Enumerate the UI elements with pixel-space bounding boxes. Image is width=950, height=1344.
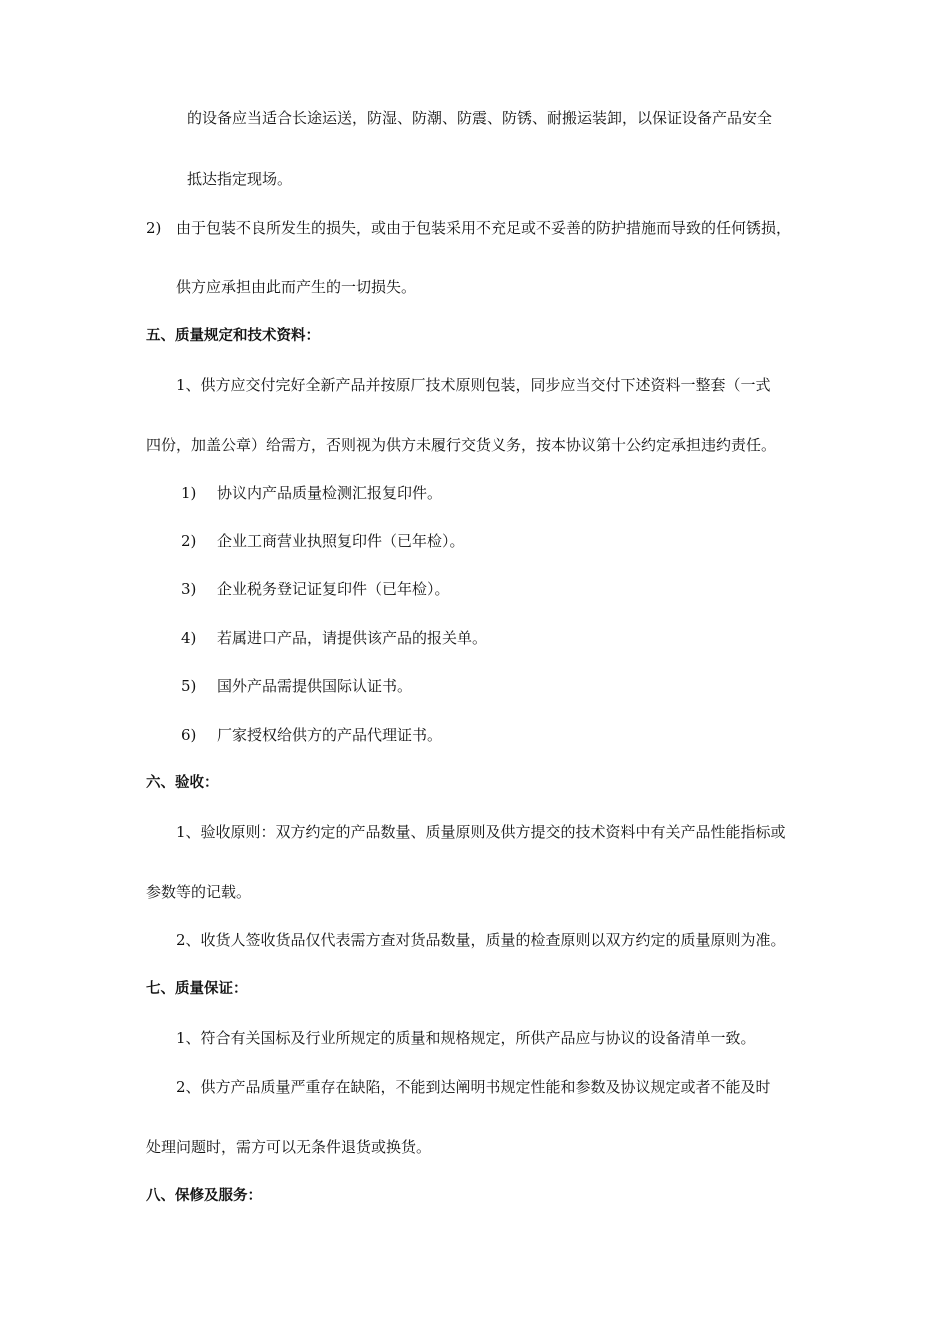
section-5-para-1: 1、供方应交付完好全新产品并按原厂技术原则包装，同步应当交付下述资料一整套（一式	[176, 376, 771, 394]
section-6-heading: 六、验收：	[146, 775, 219, 791]
section-7-heading: 七、质量保证：	[146, 981, 248, 997]
section-5-para-1-cont: 四份，加盖公章）给需方，否则视为供方未履行交货义务，按本协议第十公约定承担违约责任。	[146, 436, 777, 454]
section-6-para-1-cont: 参数等的记载。	[146, 883, 252, 901]
section-7-para-2: 2、供方产品质量严重存在缺陷，不能到达阐明书规定性能和参数及协议规定或者不能及时	[176, 1078, 771, 1096]
section-7-para-2-cont: 处理问题时，需方可以无条件退货或换货。	[146, 1138, 432, 1156]
list-item: 2) 企业工商营业执照复印件（已年检）。	[181, 532, 465, 550]
item-text: 由于包装不良所发生的损失，或由于包装采用不充足或不妥善的防护措施而导致的任何锈损，	[176, 219, 792, 237]
section-8-heading: 八、保修及服务：	[146, 1188, 262, 1204]
packaging-line-1: 的设备应当适合长途运送，防湿、防潮、防震、防锈、耐搬运装卸，以保证设备产品安全	[187, 109, 773, 127]
list-item: 4) 若属进口产品，请提供该产品的报关单。	[181, 629, 488, 647]
section-5-heading: 五、质量规定和技术资料：	[146, 328, 320, 344]
packaging-line-2: 抵达指定现场。	[187, 170, 293, 188]
list-item: 1) 协议内产品质量检测汇报复印件。	[181, 484, 443, 502]
list-item: 6) 厂家授权给供方的产品代理证书。	[181, 726, 443, 744]
section-6-para-2: 2、收货人签收货品仅代表需方查对货品数量，质量的检查原则以双方约定的质量原则为准。	[176, 931, 786, 949]
list-item: 3) 企业税务登记证复印件（已年检）。	[181, 580, 450, 598]
section-6-para-1: 1、验收原则：双方约定的产品数量、质量原则及供方提交的技术资料中有关产品性能指标或	[176, 823, 786, 841]
packaging-item-2-cont: 供方应承担由此而产生的一切损失。	[176, 278, 417, 296]
item-number: 2)	[146, 219, 162, 237]
section-7-para-1: 1、符合有关国标及行业所规定的质量和规格规定，所供产品应与协议的设备清单一致。	[176, 1029, 756, 1047]
packaging-item-2	[146, 218, 791, 238]
list-item: 5) 国外产品需提供国际认证书。	[181, 677, 413, 695]
